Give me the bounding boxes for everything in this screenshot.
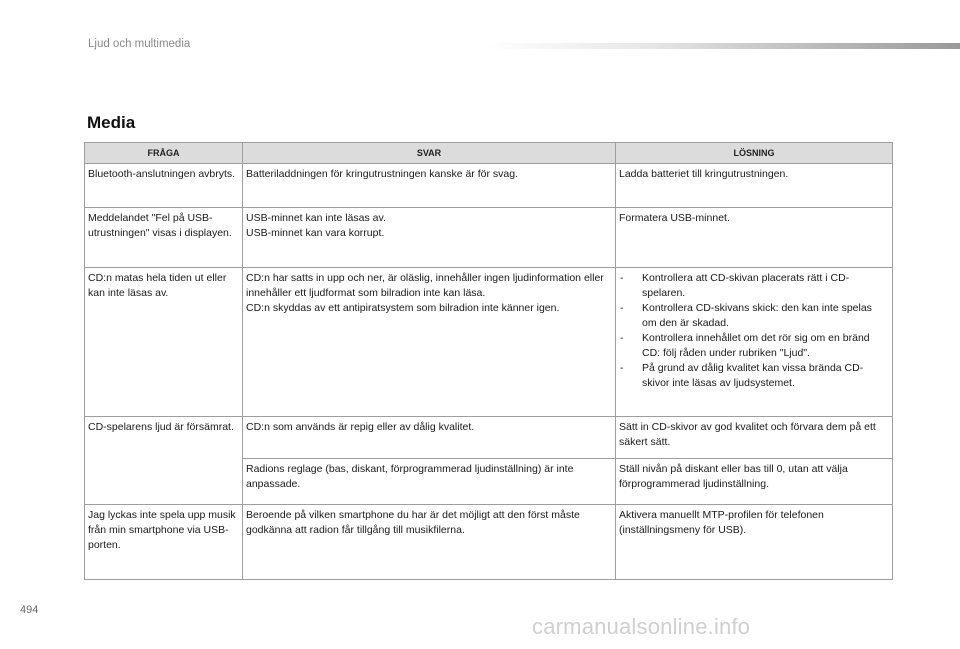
answer-line: CD:n skyddas av ett antipiratsystem som bilradion inte känner igen. [246,302,560,314]
question-cell: CD:n matas hela tiden ut eller kan inte läsas av. [85,268,243,417]
solution-cell [616,505,893,580]
question-cell: Bluetooth-anslutningen avbryts. [85,164,243,208]
solution-line: Formatera USB-minnet. [619,212,730,224]
header-solution: LÖSNING [616,143,893,164]
table-row [85,268,893,417]
solution-cell [616,459,893,505]
solution-list [619,271,888,391]
answer-cell [243,208,616,268]
table-row [85,505,893,580]
solution-list-item: - Kontrollera att CD-skivan placerats rätt i CD-spelaren. [619,271,888,301]
question-cell: CD-spelarens ljud är försämrat. [85,417,243,505]
table-header-row [85,143,893,164]
solution-line: Ladda batteriet till kringutrustningen. [619,168,789,180]
answer-line: Beroende på vilken smartphone du har är det möjligt att den först måste godkänna att radion får tillgång till musikfilerna. [246,509,580,536]
table-row [85,164,893,208]
watermark-text: carmanualsonline.info [532,614,751,639]
answer-line: CD:n som används är repig eller av dålig kvalitet. [246,421,475,433]
header-question: FRÅGA [85,143,243,164]
answer-cell [243,459,616,505]
page-number: 494 [20,604,39,616]
solution-line: Sätt in CD-skivor av god kvalitet och förvara dem på ett säkert sätt. [619,421,876,448]
answer-line: CD:n har satts in upp och ner, är oläslig, innehåller ingen ljudinformation eller innehåller ett ljudformat som bilradion inte kan läsa. [246,272,604,299]
solution-list-item: - Kontrollera CD-skivans skick: den kan inte spelas om den är skadad. [619,301,888,331]
answer-cell [243,268,616,417]
solution-cell [616,417,893,459]
solution-line: Aktivera manuellt MTP-profilen för telefonen (inställningsmeny för USB). [619,509,824,536]
solution-cell [616,208,893,268]
header-answer: SVAR [243,143,616,164]
answer-cell [243,164,616,208]
section-label: Ljud och multimedia [88,38,191,50]
header-gradient-bar [485,43,960,49]
solution-list-item: - På grund av dålig kvalitet kan vissa brända CD-skivor inte läsas av ljudsystemet. [619,361,888,391]
answer-line: USB-minnet kan vara korrupt. [246,227,385,239]
solution-list-item: - Kontrollera innehållet om det rör sig om en bränd CD: följ råden under rubriken "Ljud". [619,331,888,361]
question-cell: Jag lyckas inte spela upp musik från min smartphone via USB-porten. [85,505,243,580]
answer-line: Radions reglage (bas, diskant, förprogrammerad ljudinställning) är inte anpassade. [246,463,574,490]
table-row [85,417,893,459]
solution-cell [616,268,893,417]
answer-cell [243,417,616,459]
question-cell: Meddelandet "Fel på USB-utrustningen" visas i displayen. [85,208,243,268]
table-row [85,208,893,268]
solution-line: Ställ nivån på diskant eller bas till 0, utan att välja förprogrammerad ljudinställning. [619,463,848,490]
troubleshooting-table [84,142,893,580]
answer-line: USB-minnet kan inte läsas av. [246,212,386,224]
answer-cell [243,505,616,580]
solution-cell [616,164,893,208]
page-title: Media [87,113,136,132]
answer-line: Batteriladdningen för kringutrustningen kanske är för svag. [246,168,518,180]
